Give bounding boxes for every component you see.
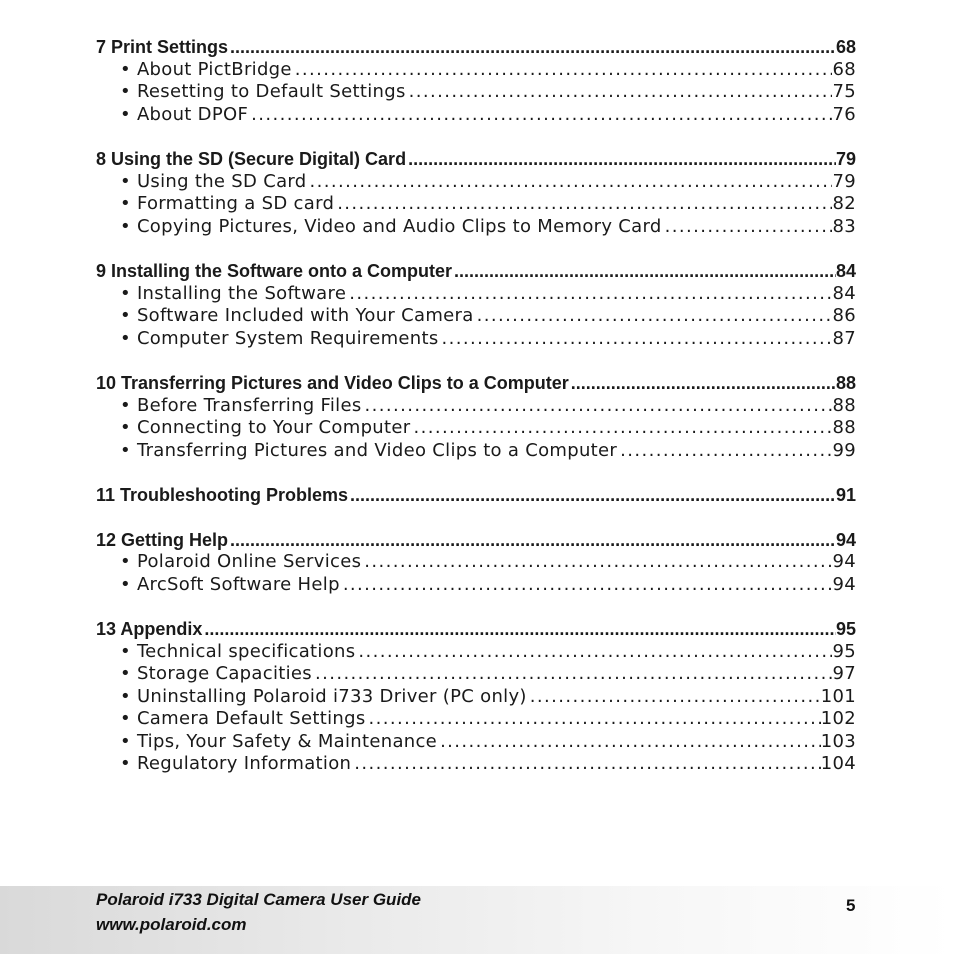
toc-section [96, 36, 856, 126]
toc-subentry[interactable] [96, 305, 856, 328]
toc-subentry-title: • Technical specifications [120, 640, 356, 662]
toc-subentry[interactable] [96, 81, 856, 104]
dot-leader [437, 731, 821, 754]
toc-subentry-title: • Resetting to Default Settings [120, 81, 406, 102]
dot-leader [474, 305, 833, 328]
dot-leader [662, 216, 833, 239]
toc-chapter-title: 12 Getting Help [96, 529, 229, 550]
toc-chapter-title: 9 Installing the Software onto a Computer [96, 261, 453, 281]
toc-subentry[interactable] [96, 753, 856, 776]
toc-subentry-title: • Connecting to Your Computer [120, 417, 411, 438]
toc-chapter-title: 13 Appendix [96, 619, 203, 639]
toc-subentry-title: • About DPOF [120, 103, 249, 125]
toc-subentry-title: • Using the SD Card [120, 170, 307, 192]
toc-page-number: 87 [832, 327, 856, 349]
toc-subentry-title: • Formatting a SD card [120, 193, 335, 214]
toc-page-number: 104 [820, 753, 856, 774]
toc-subentry-title: • Uninstalling Polaroid i733 Driver (PC only) [120, 685, 527, 707]
toc-subentry-title: • Installing the Software [120, 282, 347, 304]
toc-page-number: 94 [832, 551, 856, 572]
toc-subentry-title: • Polaroid Online Services [120, 551, 362, 572]
toc-subentry-title: • Copying Pictures, Video and Audio Clips to Memory Card [120, 215, 662, 237]
toc-page-number: 86 [832, 305, 856, 326]
toc-subentry[interactable] [96, 708, 856, 731]
toc-subentry-title: • Storage Capacities [120, 663, 312, 684]
toc-chapter-title: 10 Transferring Pictures and Video Clips to a Computer [96, 373, 569, 393]
dot-leader [202, 618, 836, 641]
footer-page-number: 5 [846, 896, 856, 915]
toc-page-number: 79 [835, 149, 856, 169]
toc-section [96, 372, 856, 462]
page-footer [0, 886, 954, 954]
toc-page-number: 75 [832, 81, 856, 102]
footer-website-link[interactable]: www.polaroid.com [96, 915, 247, 934]
table-of-contents [96, 36, 856, 798]
toc-subentry[interactable] [96, 574, 856, 597]
toc-subentry-title: • About PictBridge [120, 58, 292, 80]
toc-page-number: 97 [832, 663, 856, 684]
toc-page-number: 68 [835, 37, 856, 57]
toc-page-number: 68 [832, 58, 856, 80]
toc-page-number: 76 [832, 103, 856, 125]
toc-subentry-title: • Computer System Requirements [120, 327, 439, 349]
toc-page-number: 99 [832, 439, 856, 461]
dot-leader [617, 440, 832, 463]
toc-section [96, 260, 856, 350]
toc-subentry[interactable] [96, 417, 856, 440]
toc-page-number: 88 [835, 373, 856, 393]
toc-subentry-title: • Tips, Your Safety & Maintenance [120, 730, 438, 752]
toc-page-number: 83 [832, 215, 856, 237]
toc-subentry[interactable] [96, 193, 856, 216]
toc-subentry[interactable] [96, 216, 856, 239]
dot-leader [228, 529, 836, 552]
toc-chapter-entry[interactable] [96, 148, 856, 171]
dot-leader [248, 104, 832, 127]
toc-subentry[interactable] [96, 440, 856, 463]
toc-page-number: 95 [835, 619, 856, 639]
dot-leader [362, 395, 833, 418]
footer-guide-title: Polaroid i733 Digital Camera User Guide [96, 890, 422, 909]
dot-leader [307, 171, 833, 194]
toc-subentry-title: • Before Transferring Files [120, 394, 362, 416]
dot-leader [312, 663, 833, 686]
dot-leader [439, 328, 833, 351]
toc-page-number: 101 [820, 685, 856, 707]
dot-leader [292, 59, 833, 82]
toc-subentry[interactable] [96, 104, 856, 127]
toc-page-number: 94 [832, 573, 856, 595]
toc-section [96, 148, 856, 238]
toc-chapter-entry[interactable] [96, 372, 856, 395]
dot-leader [527, 686, 821, 709]
toc-page-number: 102 [820, 708, 856, 729]
toc-page-number: 84 [832, 282, 856, 304]
toc-section [96, 529, 856, 597]
toc-subentry[interactable] [96, 731, 856, 754]
toc-page-number: 88 [832, 417, 856, 438]
dot-leader [410, 417, 832, 440]
toc-subentry[interactable] [96, 283, 856, 306]
dot-leader [406, 148, 836, 171]
toc-page-number: 88 [832, 394, 856, 416]
toc-chapter-entry[interactable] [96, 484, 856, 507]
toc-page-number: 95 [832, 640, 856, 662]
toc-subentry[interactable] [96, 171, 856, 194]
dot-leader [340, 574, 833, 597]
dot-leader [406, 81, 833, 104]
dot-leader [348, 484, 836, 507]
dot-leader [452, 260, 836, 283]
toc-chapter-title: 8 Using the SD (Secure Digital) Card [96, 149, 407, 169]
dot-leader [355, 641, 832, 664]
dot-leader [228, 36, 836, 59]
toc-page-number: 91 [835, 485, 856, 505]
dot-leader [346, 283, 832, 306]
toc-chapter-title: 7 Print Settings [96, 37, 229, 57]
toc-subentry[interactable] [96, 551, 856, 574]
toc-chapter-entry[interactable] [96, 260, 856, 283]
toc-page-number: 94 [835, 529, 856, 550]
toc-subentry-title: • Camera Default Settings [120, 708, 366, 729]
dot-leader [569, 372, 836, 395]
toc-subentry-title: • Regulatory Information [120, 753, 352, 774]
toc-page-number: 79 [832, 170, 856, 192]
dot-leader [366, 708, 821, 731]
toc-section [96, 484, 856, 507]
toc-subentry-title: • Transferring Pictures and Video Clips to a Computer [120, 439, 618, 461]
toc-subentry[interactable] [96, 641, 856, 664]
toc-subentry[interactable] [96, 686, 856, 709]
toc-page-number: 103 [820, 730, 856, 752]
dot-leader [334, 193, 832, 216]
toc-chapter-entry[interactable] [96, 618, 856, 641]
toc-section [96, 618, 856, 776]
toc-subentry-title: • Software Included with Your Camera [120, 305, 474, 326]
toc-page-number: 84 [835, 261, 856, 281]
toc-subentry[interactable] [96, 663, 856, 686]
toc-subentry[interactable] [96, 328, 856, 351]
toc-chapter-title: 11 Troubleshooting Problems [96, 485, 349, 505]
toc-chapter-entry[interactable] [96, 36, 856, 59]
toc-page-number: 82 [832, 193, 856, 214]
toc-subentry[interactable] [96, 395, 856, 418]
dot-leader [361, 551, 832, 574]
toc-subentry[interactable] [96, 59, 856, 82]
dot-leader [351, 753, 821, 776]
toc-chapter-entry[interactable] [96, 529, 856, 552]
toc-subentry-title: • ArcSoft Software Help [120, 573, 340, 595]
